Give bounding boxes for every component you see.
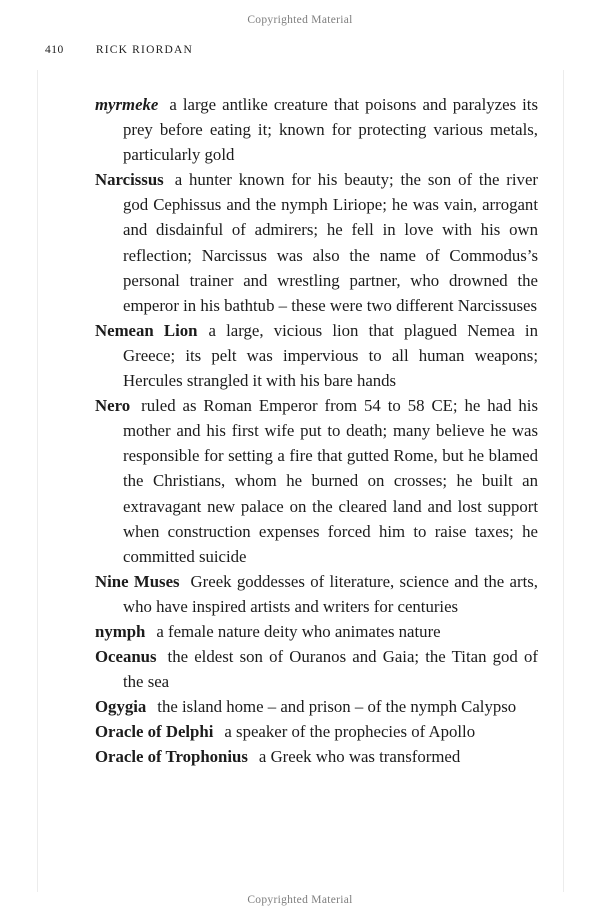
glossary-entry (95, 744, 538, 769)
glossary-entry (95, 644, 538, 694)
glossary-entry (95, 569, 538, 619)
glossary-entry (95, 719, 538, 744)
glossary-term: Oceanus (95, 647, 157, 667)
glossary-term: Oracle of Delphi (95, 722, 214, 742)
copyright-bottom-label: Copyrighted Material (247, 894, 353, 906)
glossary-term: Narcissus (95, 170, 164, 190)
glossary-term: Nero (95, 396, 131, 416)
glossary-definition: a speaker of the prophecies of Apollo (224, 722, 476, 742)
glossary-entry (95, 318, 538, 393)
page-edge-left (37, 70, 38, 892)
glossary-definition: a hunter known for his beauty; the son of the river god Cephissus and the nymph Liriope; he was vain, arrogant and disdainful of admirers; he fell in love with his own reflection; Narcissus was also the name of Commodus’s personal trainer and wrestling partner, who drowned the emperor in his bathtub – these were two different Narcissuses (123, 170, 538, 315)
glossary-entry (95, 694, 538, 719)
glossary-term: Nemean Lion (95, 320, 198, 340)
running-header (45, 44, 540, 56)
glossary-definition: a female nature deity who animates nature (156, 621, 441, 641)
glossary-entry (95, 393, 538, 569)
page-number: 410 (45, 44, 64, 56)
glossary-list (95, 92, 538, 770)
glossary-term: myrmeke (95, 95, 159, 114)
glossary-definition: the island home – and prison – of the nymph Calypso (157, 697, 517, 717)
glossary-term: nymph (95, 621, 146, 641)
glossary-entry (95, 167, 538, 318)
glossary-term: Ogygia (95, 697, 147, 717)
glossary-entry (95, 92, 538, 167)
glossary-definition: the eldest son of Ouranos and Gaia; the Titan god of the sea (123, 647, 538, 692)
glossary-definition: Greek goddesses of literature, science and the arts, who have inspired artists and writers for centuries (123, 571, 538, 616)
running-header-title: RICK RIORDAN (95, 44, 193, 56)
copyright-top-label: Copyrighted Material (247, 14, 353, 26)
glossary-term: Oracle of Trophonius (95, 747, 248, 767)
glossary-term: Nine Muses (95, 571, 180, 591)
glossary-definition: a large antlike creature that poisons and paralyzes its prey before eating it; known for protecting various metals, particularly gold (123, 95, 538, 165)
glossary-entry (95, 619, 538, 644)
glossary-definition: a Greek who was transformed (258, 747, 461, 767)
glossary-definition: a large, vicious lion that plagued Nemea in Greece; its pelt was impervious to all human weapons; Hercules strangled it with his bare hands (123, 320, 538, 391)
glossary-definition: ruled as Roman Emperor from 54 to 58 CE; he had his mother and his first wife put to death; many believe he was responsible for setting a fire that gutted Rome, but he blamed the Christians, whom he burned on crosses; he built an extravagant new palace on the cleared land and lost support when construction expenses forced him to raise taxes; he committed suicide (123, 396, 538, 566)
page-edge-right (563, 70, 564, 892)
